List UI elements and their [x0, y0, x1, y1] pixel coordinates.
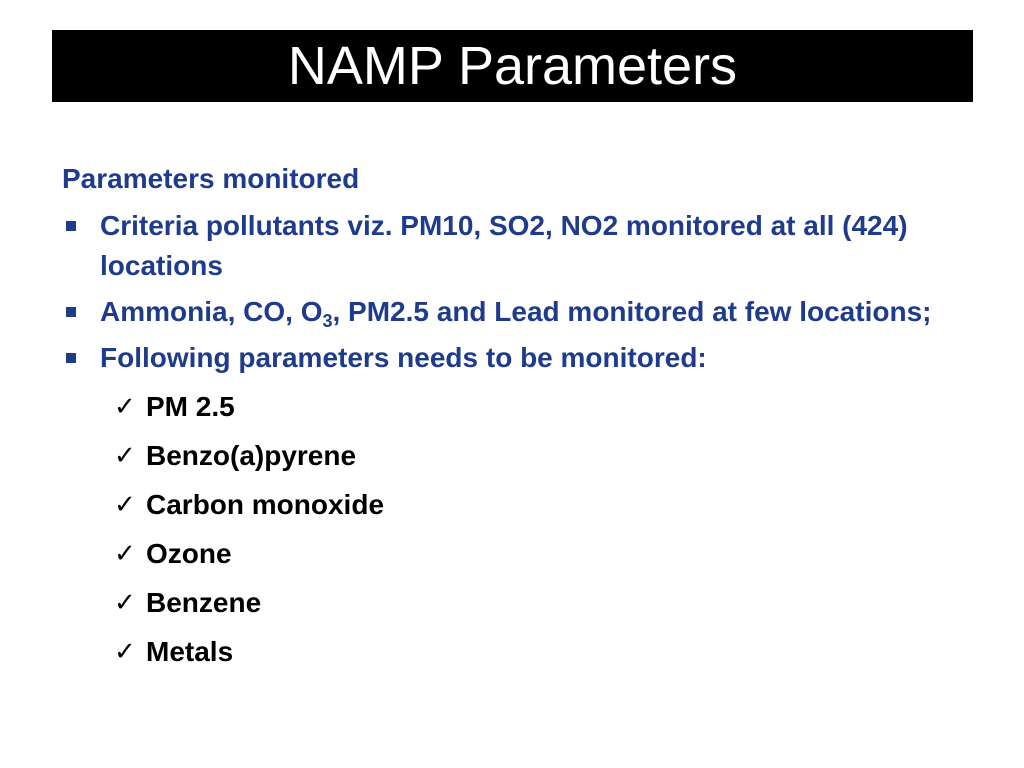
check-item — [114, 436, 962, 476]
bullet-text-post: , PM2.5 and Lead monitored at few locations; — [332, 296, 932, 327]
square-bullet-icon — [62, 338, 100, 363]
square-bullet-icon — [62, 292, 100, 317]
checkmark-icon: ✓ — [114, 392, 136, 422]
check-item — [114, 485, 962, 525]
section-heading: Parameters monitored — [62, 163, 360, 194]
check-item-label: Ozone — [146, 538, 232, 569]
check-item-label: Metals — [146, 636, 234, 667]
check-item-label: PM 2.5 — [146, 391, 235, 422]
bullet-item-criteria — [62, 206, 962, 286]
checkmark-icon: ✓ — [114, 490, 136, 520]
title-bar — [52, 30, 973, 102]
bullet-text: Criteria pollutants viz. PM10, SO2, NO2 monitored at all (424) locations — [100, 210, 908, 281]
square-bullet-icon — [62, 206, 100, 231]
checkmark-icon: ✓ — [114, 637, 136, 667]
checkmark-icon: ✓ — [114, 539, 136, 569]
bullet-item-ammonia — [62, 292, 962, 332]
check-item — [114, 387, 962, 427]
slide-title: NAMP Parameters — [287, 36, 738, 96]
check-item — [114, 534, 962, 574]
check-item-label: Benzene — [146, 587, 262, 618]
checkmark-icon: ✓ — [114, 588, 136, 618]
subscript: 3 — [322, 311, 333, 331]
check-item-label: Benzo(a)pyrene — [146, 440, 357, 471]
check-item — [114, 632, 962, 672]
slide-body — [62, 158, 962, 672]
check-list — [114, 387, 962, 672]
check-item — [114, 583, 962, 623]
bullet-text — [100, 292, 962, 332]
checkmark-icon: ✓ — [114, 441, 136, 471]
check-item-label: Carbon monoxide — [146, 489, 385, 520]
bullet-text: Following parameters needs to be monitored: — [100, 342, 707, 373]
bullet-item-following — [62, 338, 962, 378]
bullet-text-pre: Ammonia, CO, O — [100, 296, 323, 327]
